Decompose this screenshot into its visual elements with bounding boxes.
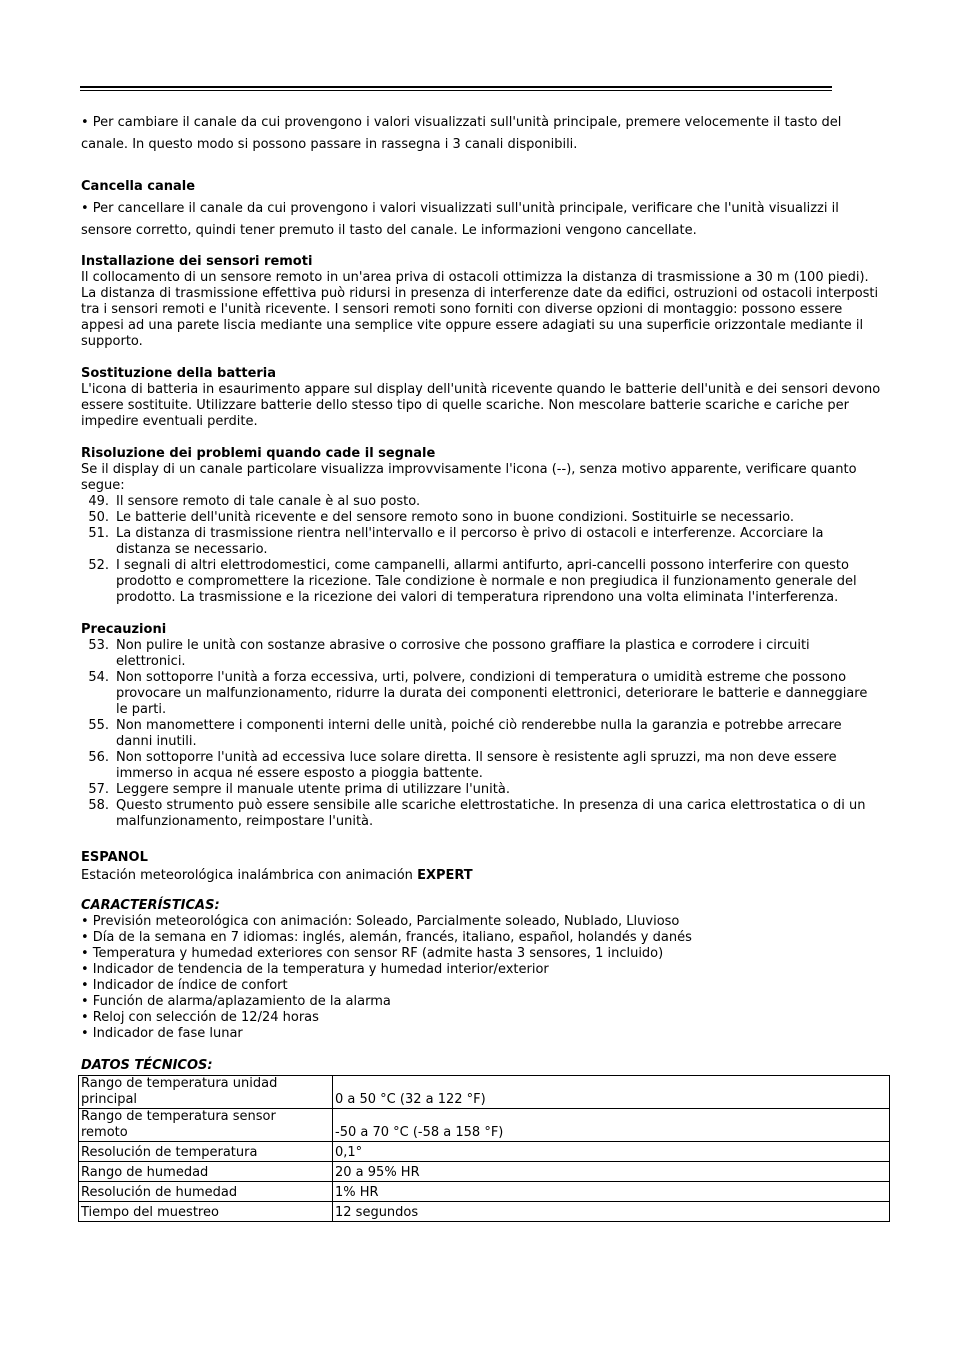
cancel-channel-heading: Cancella canale — [81, 179, 196, 194]
precautions-list — [81, 638, 881, 830]
spec-value: 1% HR — [333, 1182, 890, 1202]
list-item: 54. Non sottoporre l'unità a forza eccessiva, urti, polvere, condizioni di temperatura o umidità estreme che possono provocare un malfunzionamento, ridurre la durata dei componenti elettronici, deteriorare le batterie e danneggiare le parti. — [88, 670, 868, 717]
table-row — [79, 1202, 890, 1222]
cancel-channel-paragraph: • Per cancellare il canale da cui provengono i valori visualizzati sull'unità principale, verificare che l'unità visualizzi il sensore corretto, quindi tener premuto il tasto del canale. Le informazioni vengono cancellate. — [81, 201, 839, 238]
spec-value: 0,1° — [333, 1142, 890, 1162]
table-row — [79, 1142, 890, 1162]
spanish-subtitle: Estación meteorológica inalámbrica con animación EXPERT — [81, 868, 473, 883]
header-rule-thick — [80, 86, 832, 88]
spec-label: Resolución de temperatura — [79, 1142, 333, 1162]
header-rule-thin — [80, 90, 832, 91]
table-row — [79, 1182, 890, 1202]
list-item: 51. La distanza di trasmissione rientra nell'intervallo e il percorso è privo di ostacoli e interferenze. Accorciare la distanza se necessario. — [88, 526, 824, 557]
spec-label: Rango de temperatura sensor remoto — [79, 1109, 333, 1142]
feature-item: • Indicador de fase lunar — [81, 1026, 243, 1041]
spanish-heading: ESPANOL — [81, 850, 148, 865]
feature-item: • Temperatura y humedad exteriores con sensor RF (admite hasta 3 sensores, 1 incluido) — [81, 946, 664, 961]
specs-heading: DATOS TÉCNICOS: — [81, 1058, 213, 1073]
channel-change-paragraph: • Per cambiare il canale da cui provengono i valori visualizzati sull'unità principale, premere velocemente il tasto del canale. In questo modo si possono passare in rassegna i 3 canali disponibili. — [81, 115, 842, 152]
list-item: 55. Non manomettere i componenti interni delle unità, poiché ciò renderebbe nulla la garanzia e potrebbe arrecare danni inutili. — [88, 718, 842, 749]
install-sensors-paragraph: Il collocamento di un sensore remoto in un'area priva di ostacoli ottimizza la distanza di trasmissione a 30 m (100 piedi). La distanza di trasmissione effettiva può ridursi in presenza di interferenze date da edifici, ostruzioni od ostacoli interposti tra i sensori remoti e l'unità ricevente. I sensori remoti sono forniti con diverse opzioni di montaggio: possono essere appesi ad una parete liscia mediante una semplice vite oppure essere adagiati su una superficie orizzontale mediante il supporto. — [81, 270, 879, 349]
spec-label: Resolución de humedad — [79, 1182, 333, 1202]
feature-item: • Reloj con selección de 12/24 horas — [81, 1010, 319, 1025]
list-item: 57. Leggere sempre il manuale utente prima di utilizzare l'unità. — [88, 782, 510, 797]
feature-item: • Función de alarma/aplazamiento de la alarma — [81, 994, 391, 1009]
list-item: 50. Le batterie dell'unità ricevente e del sensore remoto sono in buone condizioni. Sostituirle se necessario. — [88, 510, 795, 525]
feature-item: • Indicador de índice de confort — [81, 978, 288, 993]
battery-paragraph: L'icona di batteria in esaurimento appare sul display dell'unità ricevente quando le batterie dell'unità e dei sensori devono essere sostituite. Utilizzare batterie dello stesso tipo di quelle scariche. Non mescolare batterie scariche e cariche per impedire eventuali perdite. — [81, 382, 881, 429]
precautions-heading: Precauzioni — [81, 622, 167, 637]
product-name: EXPERT — [417, 868, 473, 883]
features-heading: CARACTERÍSTICAS: — [81, 898, 220, 913]
signal-list — [81, 494, 881, 606]
list-item: 52. I segnali di altri elettrodomestici, come campanelli, allarmi antifurto, apri-cancelli possono interferire con questo prodotto e compromettere la ricezione. Tale condizione è normale e non pregiudica il funzionamento generale del prodotto. La trasmissione e la ricezione dei valori di temperatura riprendono una volta eliminata l'interferenza. — [88, 558, 857, 605]
spec-label: Rango de temperatura unidad principal — [79, 1076, 333, 1109]
list-item: 53. Non pulire le unità con sostanze abrasive o corrosive che possono graffiare la plastica e corrodere i circuiti elettronici. — [88, 638, 810, 669]
spec-value: 20 a 95% HR — [333, 1162, 890, 1182]
table-row — [79, 1076, 890, 1109]
feature-item: • Previsión meteorológica con animación: Soleado, Parcialmente soleado, Nublado, Lluvioso — [81, 914, 680, 929]
battery-heading: Sostituzione della batteria — [81, 366, 277, 381]
table-row — [79, 1109, 890, 1142]
list-item: 56. Non sottoporre l'unità ad eccessiva luce solare diretta. Il sensore è resistente agli spruzzi, ma non deve essere immerso in acqua né essere esposto a pioggia battente. — [88, 750, 837, 781]
specs-table — [78, 1075, 890, 1222]
list-item: 49. Il sensore remoto di tale canale è al suo posto. — [88, 494, 421, 509]
feature-item: • Día de la semana en 7 idiomas: inglés, alemán, francés, italiano, español, holandés y danés — [81, 930, 692, 945]
spec-label: Tiempo del muestreo — [79, 1202, 333, 1222]
list-item: 58. Questo strumento può essere sensibile alle scariche elettrostatiche. In presenza di una carica elettrostatica o di un malfunzionamento, reimpostare l'unità. — [88, 798, 866, 829]
table-row — [79, 1162, 890, 1182]
spec-value: 0 a 50 °C (32 a 122 °F) — [333, 1076, 890, 1109]
install-sensors-heading: Installazione dei sensori remoti — [81, 254, 313, 269]
feature-item: • Indicador de tendencia de la temperatura y humedad interior/exterior — [81, 962, 549, 977]
signal-intro: Se il display di un canale particolare visualizza improvvisamente l'icona (--), senza motivo apparente, verificare quanto segue: — [81, 462, 857, 493]
spec-label: Rango de humedad — [79, 1162, 333, 1182]
signal-heading: Risoluzione dei problemi quando cade il segnale — [81, 446, 436, 461]
spec-value: -50 a 70 °C (-58 a 158 °F) — [333, 1109, 890, 1142]
document-page — [81, 112, 881, 1222]
spec-value: 12 segundos — [333, 1202, 890, 1222]
